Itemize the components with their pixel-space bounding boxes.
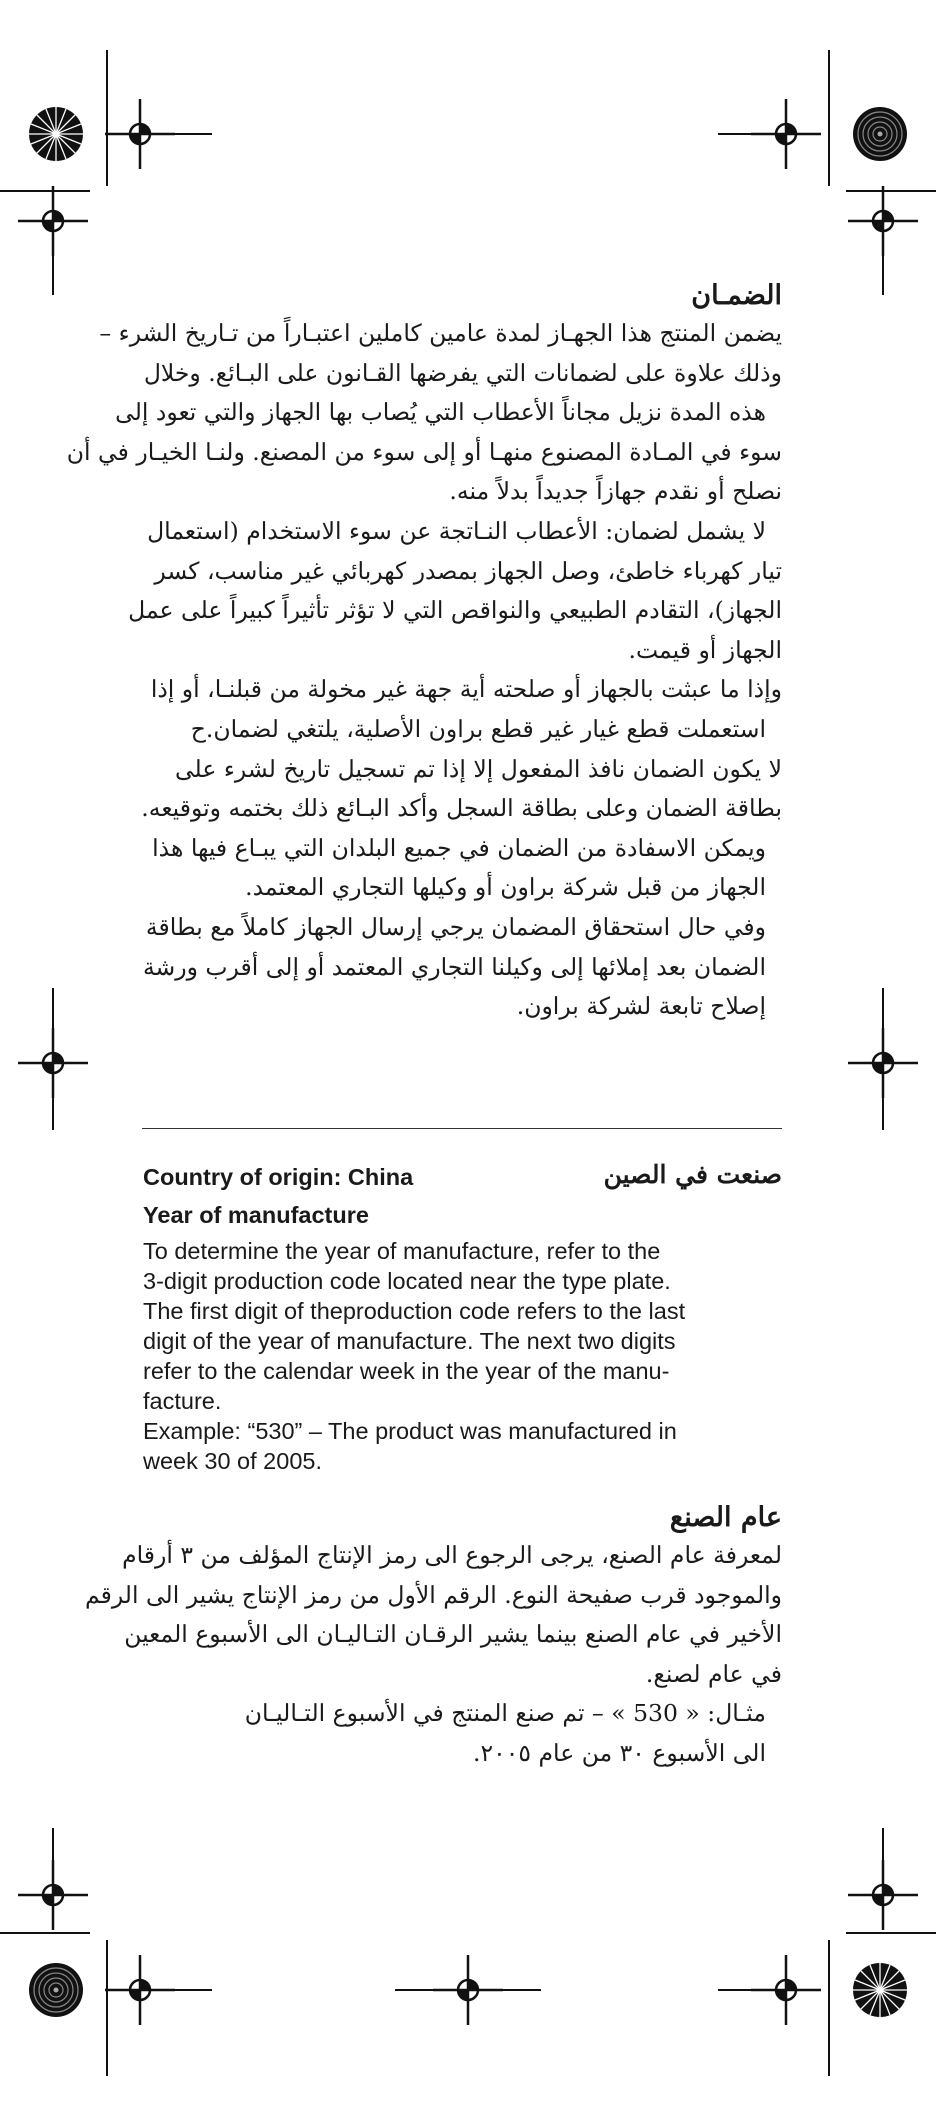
text-line: وفي حال استحقاق المضمان يرجي إرسال الجهاز كاملاً مع بطاقة — [145, 912, 766, 941]
text-line: لمعرفة عام الصنع، يرجى الرجوع الى رمز الإنتاج المؤلف من ٣ أرقام — [122, 1541, 782, 1569]
text-line: week 30 of 2005. — [143, 1448, 322, 1474]
text-line: الجهاز من قبل شركة براون أو وكيلها التجاري المعتمد. — [245, 873, 766, 902]
text-line: ويمكن الاسفادة من الضمان في جميع البلدان التي يبـاع فيها هذا — [152, 833, 766, 862]
text-line: الأخير في عام الصنع بينما يشير الرقـان التـاليـان الى الأسبوع المعين — [124, 1620, 782, 1649]
text-line: الجهاز)، التقادم الطبيعي والنواقص التي لا تؤثر تأثيراً كبيراً على عمل — [128, 596, 782, 625]
year-of-manufacture-text-ar — [84, 1536, 782, 1774]
text-line: refer to the calendar week in the year of the manu- — [143, 1358, 670, 1384]
text-line: لا يشمل لضمان: الأعطاب النـاتجة عن سوء الاستخدام (استعمال — [147, 516, 766, 545]
year-of-manufacture-title-ar: عام الصنع — [669, 1502, 782, 1533]
text-line: في عام لصنع. — [645, 1659, 782, 1688]
text-line: هذه المدة نزيل مجاناً الأعطاب التي يُصاب بها الجهاز والتي تعود إلى — [115, 398, 766, 427]
text-line: The first digit of theproduction code refers to the last — [143, 1298, 686, 1324]
text-line: الضمان بعد إملائها إلى وكيلنا التجاري المعتمد أو إلى أقرب ورشة — [142, 952, 766, 981]
text-line: وذلك علاوة على لضمانات التي يفرضها القـانون على البـائع. وخلال — [143, 358, 782, 387]
text-line: لا يكون الضمان نافذ المفعول إلا إذا تم تسجيل تاريخ لشرء على — [174, 754, 782, 783]
text-line: إصلاح تابعة لشركة براون. — [516, 992, 766, 1021]
text-line: 3-digit production code located near the type plate. — [143, 1268, 671, 1294]
text-line: الجهاز أو قيمت. — [628, 635, 782, 664]
year-of-manufacture-title: Year of manufacture — [143, 1202, 369, 1228]
country-of-origin-ar: صنعت في الصين — [603, 1160, 782, 1189]
text-line: مثـال: « 530 » – تم صنع المنتج في الأسبوع التـاليـان — [244, 1699, 766, 1728]
country-of-origin-en: Country of origin: China — [143, 1164, 414, 1190]
text-line: نصلح أو نقدم جهازاً جديداً بدلاً منه. — [449, 477, 782, 506]
text-line: digit of the year of manufacture. The next two digits — [143, 1328, 676, 1354]
text-line: وإذا ما عبثت بالجهاز أو صلحته أية جهة غير مخولة من قبلنـا، أو إذا — [150, 675, 782, 704]
text-line: سوء في المـادة المصنوع منهـا أو إلى سوء من المصنع. ولنـا الخيـار في أن — [66, 437, 782, 466]
text-line: تيار كهرباء خاطئ، وصل الجهاز بمصدر كهربائي غير مناسب، كسر — [154, 556, 782, 585]
warranty-title: الضمـان — [691, 280, 782, 311]
text-line: والموجود قرب صفيحة النوع. الرقم الأول من رمز الإنتاج يشير الى الرقم — [84, 1580, 782, 1609]
text-line: To determine the year of manufacture, refer to the — [143, 1238, 661, 1264]
text-line: بطاقة الضمان وعلى بطاقة السجل وأكد البـائع ذلك بختمه وتوقيعه. — [141, 794, 782, 823]
section-divider — [142, 1128, 782, 1129]
text-line: facture. — [143, 1388, 222, 1414]
warranty-section-ar — [66, 278, 782, 1027]
year-of-manufacture-text — [143, 1236, 783, 1476]
text-line: استعملت قطع غيار غير قطع براون الأصلية، يلتغي لضمان.ح — [190, 714, 766, 743]
text-line: يضمن المنتج هذا الجهـاز لمدة عامين كاملين اعتبـاراً من تـاريخ الشرء – — [99, 319, 782, 347]
text-line: Example: “530” – The product was manufactured in — [143, 1418, 677, 1444]
year-of-manufacture-section-ar — [84, 1500, 782, 1774]
warranty-text — [66, 314, 782, 1027]
text-line: الى الأسبوع ٣٠ من عام ٢٠٠٥. — [473, 1738, 766, 1767]
